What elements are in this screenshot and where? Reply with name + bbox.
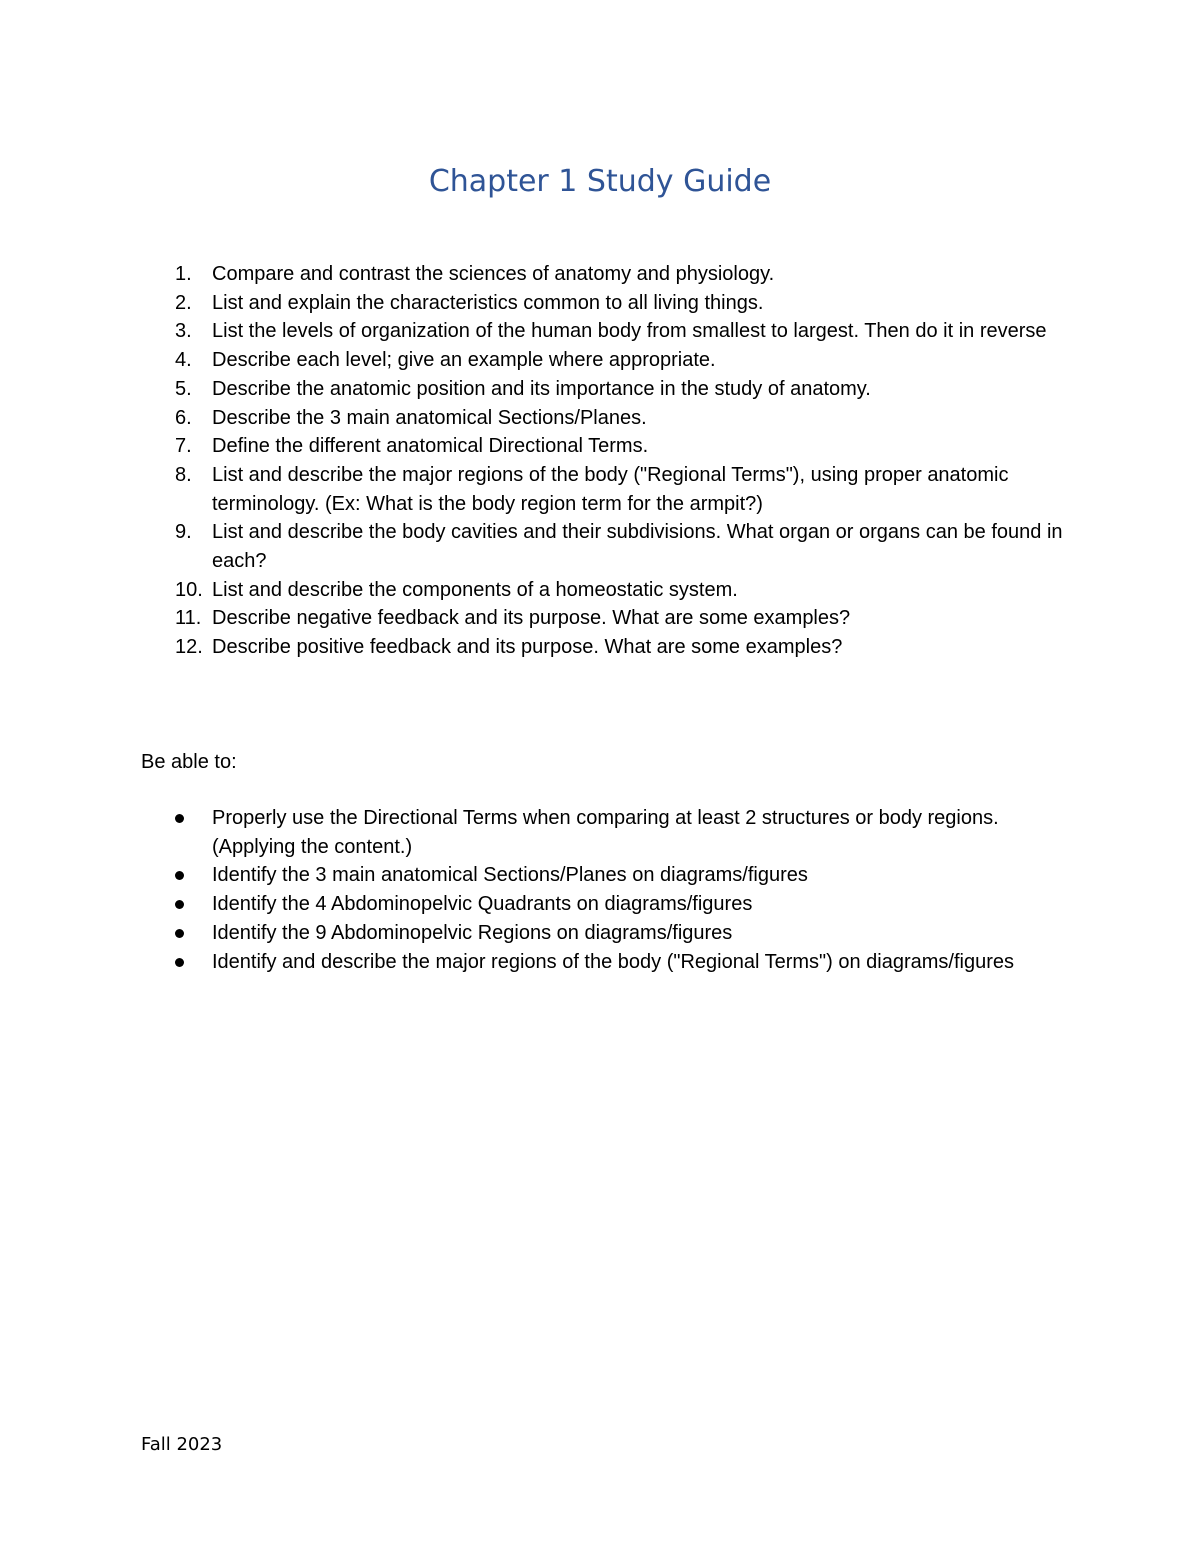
bullet-text: Identify and describe the major regions of the body ("Regional Terms") on diagrams/figures (212, 950, 1015, 973)
item-text: Describe the 3 main anatomical Sections/Planes. (212, 406, 647, 429)
bullet-item (175, 919, 1065, 948)
bullet-dot-icon (175, 929, 184, 938)
list-item (175, 576, 1065, 605)
item-number: 10. (175, 578, 203, 601)
list-item (175, 404, 1065, 433)
item-text: List and describe the body cavities and their subdivisions. What organ or organs can be found in each? (212, 521, 1063, 573)
list-item (175, 432, 1065, 461)
list-item (175, 461, 1065, 518)
bullet-item (175, 948, 1065, 977)
bullet-text: Identify the 4 Abdominopelvic Quadrants on diagrams/figures (212, 893, 753, 916)
item-text: List the levels of organization of the human body from smallest to largest. Then do it in reverse (212, 320, 1047, 343)
item-number: 2. (175, 291, 192, 314)
bullet-item (175, 890, 1065, 919)
item-text: List and explain the characteristics common to all living things. (212, 291, 764, 314)
item-text: Describe negative feedback and its purpose. What are some examples? (212, 607, 851, 630)
bullet-dot-icon (175, 871, 184, 880)
item-number: 5. (175, 377, 192, 400)
bullet-dot-icon (175, 958, 184, 967)
item-text: Compare and contrast the sciences of anatomy and physiology. (212, 263, 775, 285)
page-footer: Fall 2023 (141, 1434, 223, 1455)
bullet-dot-icon (175, 900, 184, 909)
item-number: 3. (175, 320, 192, 343)
item-text: Describe each level; give an example where appropriate. (212, 349, 716, 372)
list-item (175, 260, 1065, 289)
bullet-item (175, 861, 1065, 890)
item-number: 7. (175, 435, 192, 458)
item-text: Define the different anatomical Directional Terms. (212, 435, 649, 458)
bullet-text: Properly use the Directional Terms when comparing at least 2 structures or body regions. (Applying the content.) (212, 807, 999, 858)
bullet-text: Identify the 3 main anatomical Sections/Planes on diagrams/figures (212, 864, 808, 887)
list-item (175, 289, 1065, 318)
list-item (175, 633, 1065, 662)
item-number: 1. (175, 263, 192, 285)
item-text: List and describe the major regions of the body ("Regional Terms"), using proper anatomic terminology. (Ex: What is the body region term for the armpit?) (212, 463, 1009, 515)
list-item (175, 604, 1065, 633)
item-number: 6. (175, 406, 192, 429)
item-number: 11. (175, 607, 202, 630)
skills-bullet-list (175, 804, 1065, 976)
item-text: Describe the anatomic position and its importance in the study of anatomy. (212, 377, 871, 400)
list-item (175, 346, 1065, 375)
list-item (175, 518, 1065, 575)
study-questions-list (175, 260, 1065, 662)
item-number: 8. (175, 463, 192, 486)
item-number: 4. (175, 349, 192, 372)
item-text: List and describe the components of a homeostatic system. (212, 578, 738, 601)
be-able-heading: Be able to: (141, 751, 237, 773)
list-item (175, 375, 1065, 404)
page-title: Chapter 1 Study Guide (428, 164, 772, 199)
list-item (175, 317, 1065, 346)
item-number: 12. (175, 636, 203, 659)
bullet-text: Identify the 9 Abdominopelvic Regions on diagrams/figures (212, 921, 733, 944)
item-number: 9. (175, 521, 192, 544)
item-text: Describe positive feedback and its purpose. What are some examples? (212, 636, 843, 659)
bullet-item (175, 804, 1065, 861)
bullet-dot-icon (175, 814, 184, 823)
